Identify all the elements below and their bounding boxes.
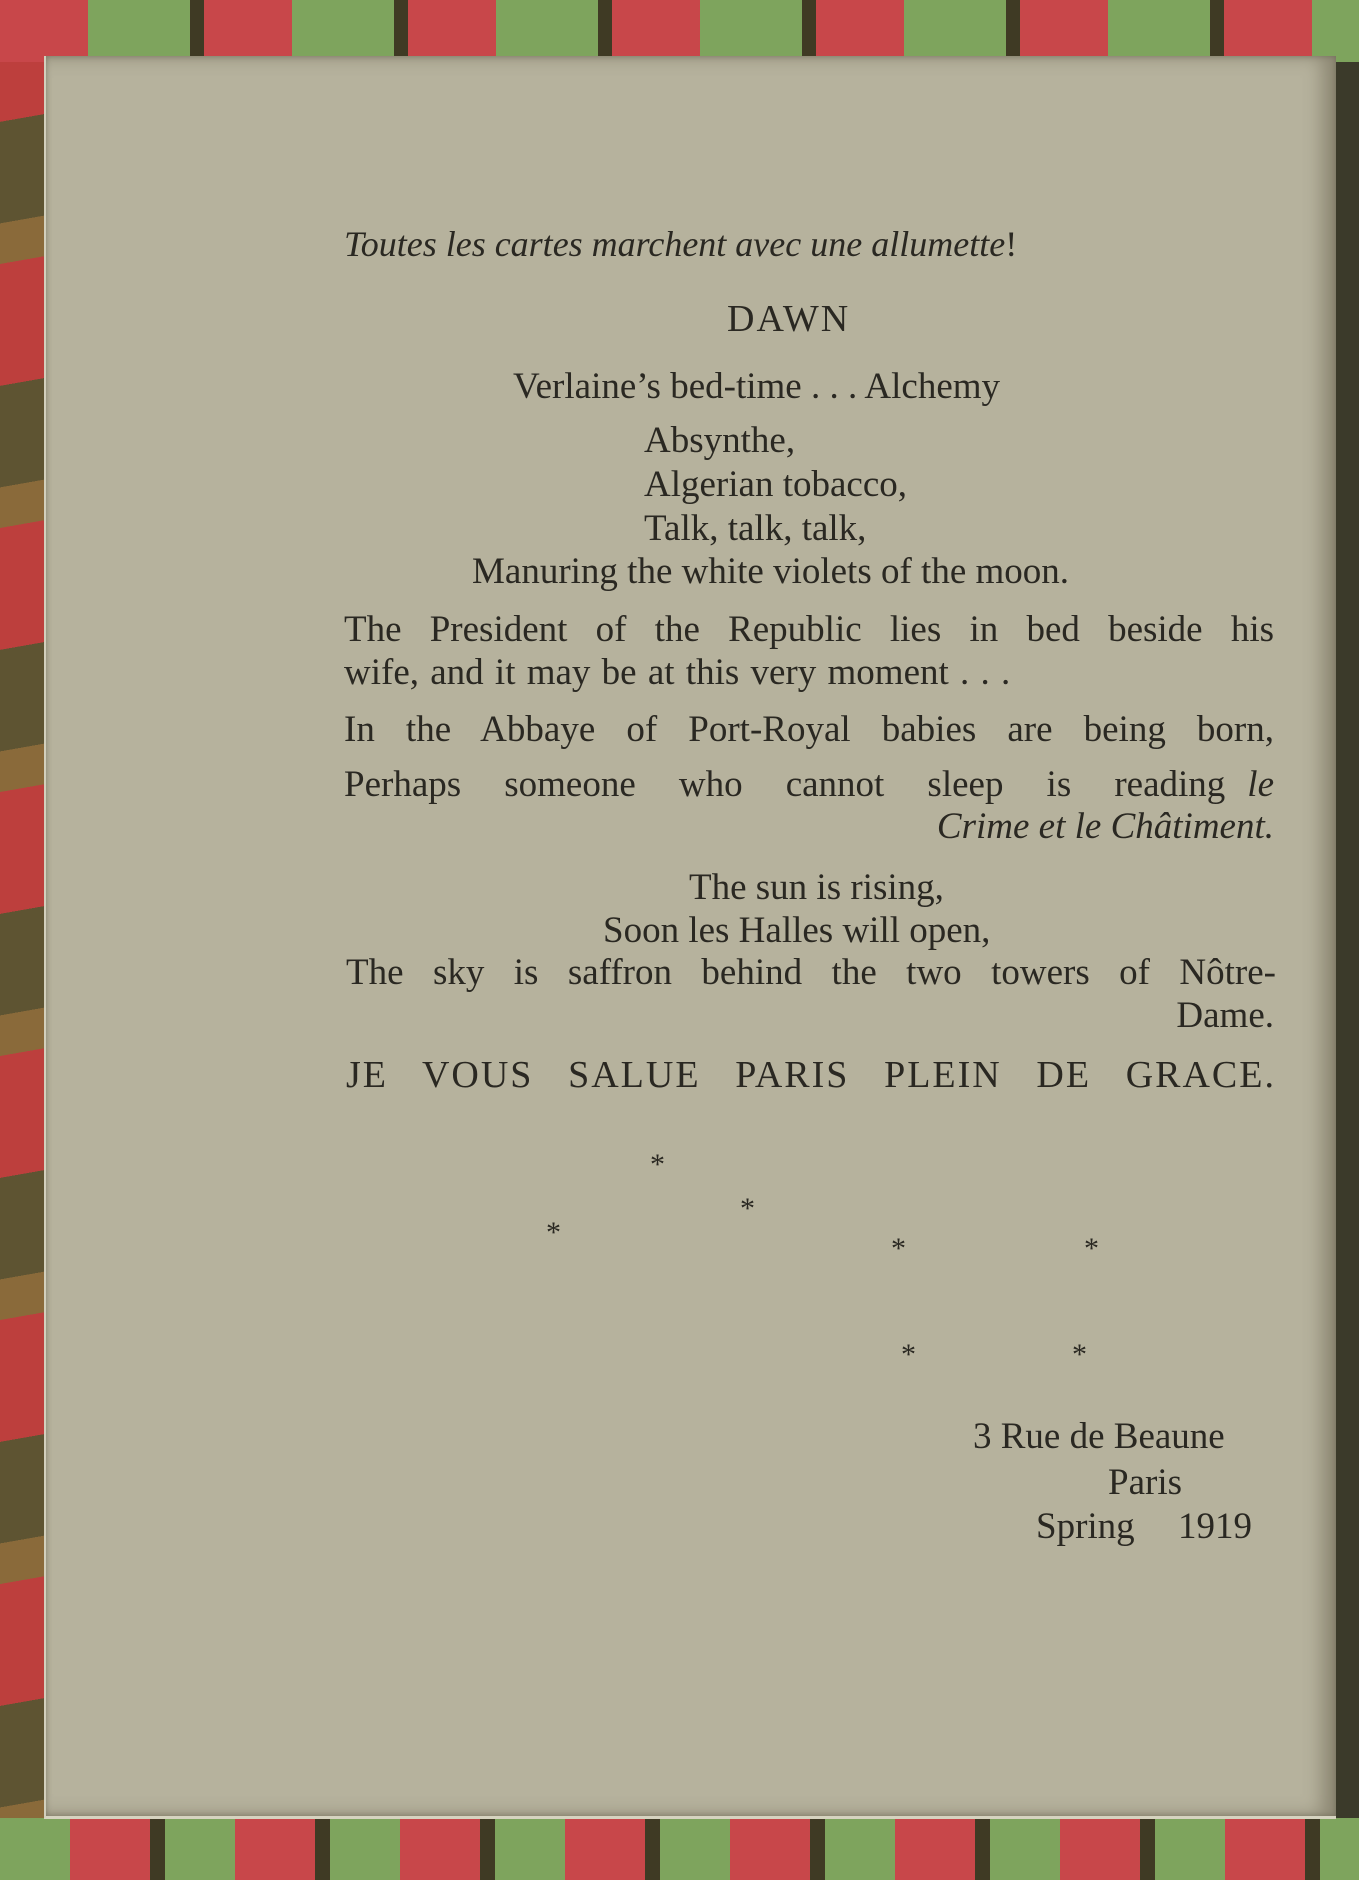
poem-line: Verlaine’s bed-time . . . Alchemy (513, 366, 1001, 407)
poem-line-italic: le (1247, 764, 1274, 805)
poem-line: The sun is rising, (689, 867, 944, 908)
address-city: Paris (1108, 1462, 1182, 1503)
date-year: 1919 (1177, 1506, 1252, 1547)
star-ornament: * (891, 1232, 906, 1265)
poem-line: Crime et le Châtiment. (936, 806, 1274, 847)
poem-title: DAWN (727, 298, 851, 340)
poem-line: Manuring the white violets of the moon. (472, 551, 1070, 592)
poem-line: Perhaps someone who cannot sleep is reading (344, 764, 1226, 805)
poem-line: In the Abbaye of Port-Royal babies are being born, (344, 709, 1274, 750)
star-ornament: * (740, 1192, 755, 1225)
poem-line: The President of the Republic lies in bed beside his (344, 609, 1274, 650)
address-date (1036, 1508, 1252, 1545)
poem-line: Dame. (1176, 995, 1274, 1036)
epigraph-text: Toutes les cartes marchent avec une allumette (344, 224, 1006, 264)
poem-closing: JE VOUS SALUE PARIS PLEIN DE GRACE. (346, 1054, 1276, 1096)
cover-bottom-edge (0, 1818, 1359, 1880)
poem-line: Soon les Halles will open, (603, 910, 991, 951)
cover-left-edge (0, 0, 46, 1880)
epigraph-mark: ! (1005, 224, 1018, 264)
cover-top-edge (0, 0, 1359, 62)
epigraph (344, 226, 1017, 262)
poem-line: wife, and it may be at this very moment . . . (344, 652, 1011, 693)
book-page (44, 56, 1336, 1819)
address-line: 3 Rue de Beaune (973, 1416, 1225, 1457)
poem-line: Talk, talk, talk, (644, 508, 867, 549)
date-season: Spring (1036, 1506, 1135, 1547)
poem-line: Absynthe, (644, 420, 796, 461)
star-ornament: * (1084, 1232, 1099, 1265)
star-ornament: * (650, 1148, 665, 1181)
poem-line: Algerian tobacco, (644, 464, 907, 505)
star-ornament: * (901, 1338, 916, 1371)
poem-line-justified (344, 766, 1274, 803)
star-ornament: * (1072, 1338, 1087, 1371)
poem-line: The sky is saffron behind the two towers of Nôtre- (346, 952, 1276, 993)
star-ornament: * (546, 1216, 561, 1249)
